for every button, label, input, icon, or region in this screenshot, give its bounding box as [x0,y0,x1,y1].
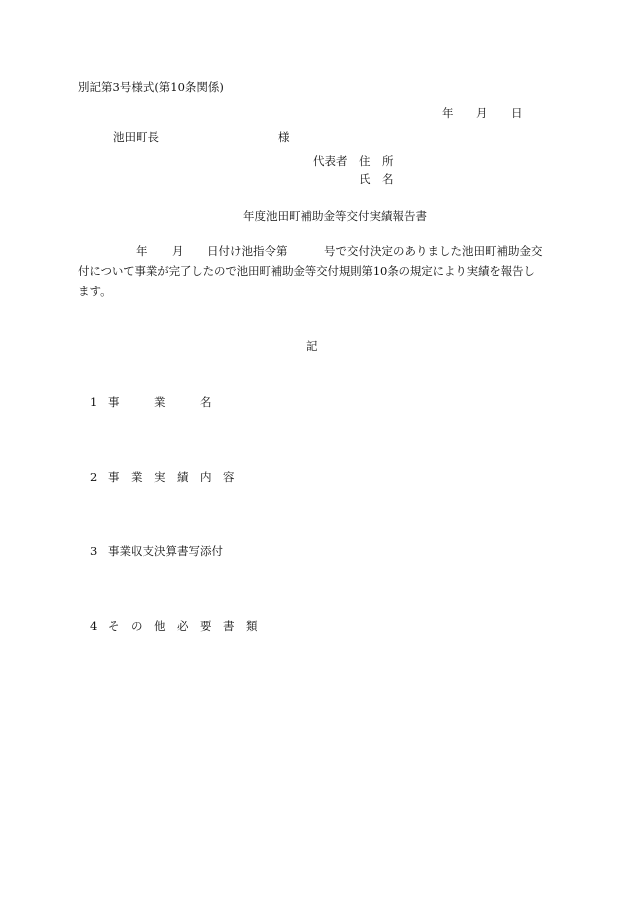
item-2 [90,472,235,484]
name-label: 氏 名 [359,172,394,186]
date-day: 日 [511,106,523,120]
item-4 [90,621,258,633]
address-label: 住 所 [359,154,394,168]
item-1-label: 事 業 名 [108,395,212,409]
date-year: 年 [442,106,454,120]
item-3-label: 事業収支決算書写添付 [108,544,223,558]
addressee-name: 池田町長 [113,130,159,144]
item-1-number: 1 [90,395,98,409]
body-line3: ます。 [78,284,112,298]
item-3-number: 3 [90,544,98,558]
representative-label: 代表者 [313,154,348,168]
addressee-honorific: 様 [278,130,290,144]
document-title: 年度池田町補助金等交付実績報告書 [243,209,427,223]
item-2-label: 事 業 実 績 内 容 [108,470,235,484]
form-label: 別記第3号様式(第10条関係) [78,80,224,94]
body-line1-tail: 号で交付決定のありました池田町補助金交 [324,244,543,258]
body-month: 月 [172,244,184,258]
date-month: 月 [476,106,488,120]
body-line2: 付について事業が完了したので池田町補助金等交付規則第10条の規定により実績を報告し [78,264,535,278]
body-ref: 日付け池指令第 [207,244,288,258]
item-4-number: 4 [90,619,98,633]
item-2-number: 2 [90,470,98,484]
item-1 [90,397,212,409]
date-line [442,108,454,120]
body-year: 年 [136,244,148,258]
ki-heading: 記 [306,339,318,353]
item-4-label: そ の 他 必 要 書 類 [108,619,258,633]
item-3 [90,546,223,558]
